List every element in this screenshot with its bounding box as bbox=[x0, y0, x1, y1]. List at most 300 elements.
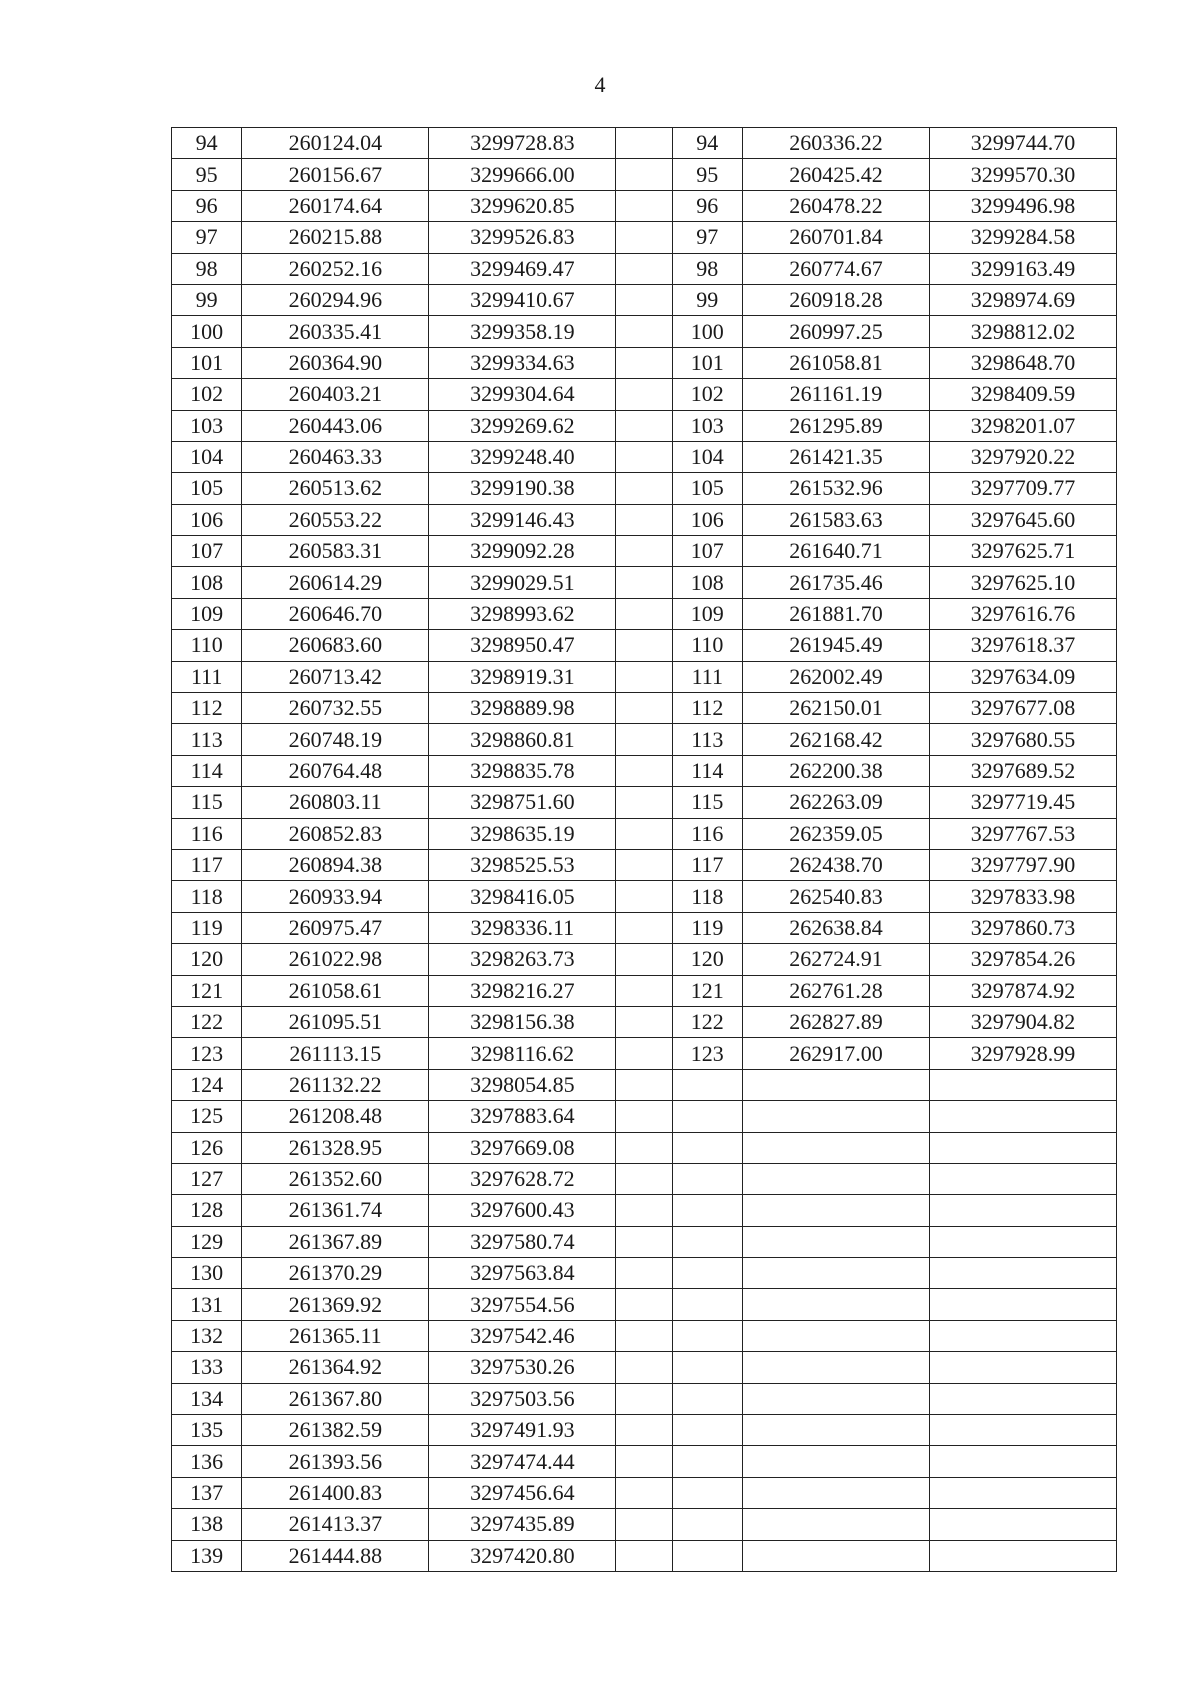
right-x-coordinate-cell: 262917.00 bbox=[742, 1038, 929, 1069]
left-x-coordinate-cell: 261444.88 bbox=[242, 1540, 429, 1571]
table-row bbox=[172, 1226, 1117, 1257]
left-x-coordinate-cell: 260156.67 bbox=[242, 159, 429, 190]
table-row bbox=[172, 1195, 1117, 1226]
right-point-number-cell: 115 bbox=[672, 787, 742, 818]
table-row bbox=[172, 1383, 1117, 1414]
left-x-coordinate-cell: 260513.62 bbox=[242, 473, 429, 504]
left-x-coordinate-cell: 261361.74 bbox=[242, 1195, 429, 1226]
left-y-coordinate-cell: 3299410.67 bbox=[429, 284, 616, 315]
left-point-number-cell: 116 bbox=[172, 818, 242, 849]
right-point-number-cell: 96 bbox=[672, 190, 742, 221]
left-point-number-cell: 121 bbox=[172, 975, 242, 1006]
right-x-coordinate-cell: 260425.42 bbox=[742, 159, 929, 190]
left-x-coordinate-cell: 261095.51 bbox=[242, 1006, 429, 1037]
right-y-coordinate-cell: 3299284.58 bbox=[929, 222, 1116, 253]
right-y-coordinate-cell: 3299496.98 bbox=[929, 190, 1116, 221]
right-x-coordinate-cell: 262359.05 bbox=[742, 818, 929, 849]
table-row bbox=[172, 1258, 1117, 1289]
left-y-coordinate-cell: 3297600.43 bbox=[429, 1195, 616, 1226]
right-y-coordinate-cell: 3297833.98 bbox=[929, 881, 1116, 912]
right-x-coordinate-cell bbox=[742, 1446, 929, 1477]
spacer-cell bbox=[616, 159, 672, 190]
table-row bbox=[172, 975, 1117, 1006]
right-point-number-cell: 103 bbox=[672, 410, 742, 441]
right-x-coordinate-cell: 261735.46 bbox=[742, 567, 929, 598]
right-y-coordinate-cell: 3297874.92 bbox=[929, 975, 1116, 1006]
left-y-coordinate-cell: 3299666.00 bbox=[429, 159, 616, 190]
left-point-number-cell: 110 bbox=[172, 630, 242, 661]
table-row bbox=[172, 441, 1117, 472]
table-row bbox=[172, 849, 1117, 880]
right-x-coordinate-cell: 261161.19 bbox=[742, 379, 929, 410]
right-y-coordinate-cell bbox=[929, 1477, 1116, 1508]
left-y-coordinate-cell: 3299092.28 bbox=[429, 536, 616, 567]
table-row bbox=[172, 1352, 1117, 1383]
left-point-number-cell: 136 bbox=[172, 1446, 242, 1477]
right-point-number-cell: 101 bbox=[672, 347, 742, 378]
table-row bbox=[172, 379, 1117, 410]
left-point-number-cell: 112 bbox=[172, 693, 242, 724]
spacer-cell bbox=[616, 1258, 672, 1289]
left-x-coordinate-cell: 261369.92 bbox=[242, 1289, 429, 1320]
right-point-number-cell: 119 bbox=[672, 912, 742, 943]
left-point-number-cell: 96 bbox=[172, 190, 242, 221]
right-x-coordinate-cell: 262724.91 bbox=[742, 944, 929, 975]
spacer-cell bbox=[616, 1226, 672, 1257]
spacer-cell bbox=[616, 128, 672, 159]
right-y-coordinate-cell: 3299744.70 bbox=[929, 128, 1116, 159]
right-point-number-cell bbox=[672, 1415, 742, 1446]
spacer-cell bbox=[616, 1540, 672, 1571]
spacer-cell bbox=[616, 190, 672, 221]
spacer-cell bbox=[616, 849, 672, 880]
right-point-number-cell bbox=[672, 1163, 742, 1194]
table-row bbox=[172, 347, 1117, 378]
table-row bbox=[172, 1132, 1117, 1163]
right-point-number-cell bbox=[672, 1289, 742, 1320]
spacer-cell bbox=[616, 1289, 672, 1320]
left-y-coordinate-cell: 3297503.56 bbox=[429, 1383, 616, 1414]
right-x-coordinate-cell: 261058.81 bbox=[742, 347, 929, 378]
left-point-number-cell: 115 bbox=[172, 787, 242, 818]
left-point-number-cell: 131 bbox=[172, 1289, 242, 1320]
spacer-cell bbox=[616, 1132, 672, 1163]
right-y-coordinate-cell bbox=[929, 1415, 1116, 1446]
table-row bbox=[172, 1289, 1117, 1320]
right-y-coordinate-cell: 3297616.76 bbox=[929, 598, 1116, 629]
right-y-coordinate-cell: 3299163.49 bbox=[929, 253, 1116, 284]
left-y-coordinate-cell: 3298860.81 bbox=[429, 724, 616, 755]
right-y-coordinate-cell: 3297689.52 bbox=[929, 755, 1116, 786]
right-x-coordinate-cell bbox=[742, 1383, 929, 1414]
right-x-coordinate-cell bbox=[742, 1226, 929, 1257]
right-point-number-cell: 100 bbox=[672, 316, 742, 347]
spacer-cell bbox=[616, 881, 672, 912]
left-x-coordinate-cell: 260335.41 bbox=[242, 316, 429, 347]
table-row bbox=[172, 1509, 1117, 1540]
right-y-coordinate-cell: 3297680.55 bbox=[929, 724, 1116, 755]
right-y-coordinate-cell: 3297904.82 bbox=[929, 1006, 1116, 1037]
left-point-number-cell: 101 bbox=[172, 347, 242, 378]
spacer-cell bbox=[616, 1446, 672, 1477]
right-x-coordinate-cell: 261640.71 bbox=[742, 536, 929, 567]
right-x-coordinate-cell bbox=[742, 1352, 929, 1383]
right-x-coordinate-cell bbox=[742, 1415, 929, 1446]
left-point-number-cell: 138 bbox=[172, 1509, 242, 1540]
left-x-coordinate-cell: 260933.94 bbox=[242, 881, 429, 912]
right-point-number-cell: 110 bbox=[672, 630, 742, 661]
right-x-coordinate-cell: 262638.84 bbox=[742, 912, 929, 943]
right-y-coordinate-cell bbox=[929, 1132, 1116, 1163]
right-y-coordinate-cell bbox=[929, 1101, 1116, 1132]
spacer-cell bbox=[616, 787, 672, 818]
right-point-number-cell: 121 bbox=[672, 975, 742, 1006]
right-x-coordinate-cell: 262263.09 bbox=[742, 787, 929, 818]
right-x-coordinate-cell: 260478.22 bbox=[742, 190, 929, 221]
right-x-coordinate-cell: 262438.70 bbox=[742, 849, 929, 880]
table-row bbox=[172, 755, 1117, 786]
left-x-coordinate-cell: 260463.33 bbox=[242, 441, 429, 472]
left-point-number-cell: 94 bbox=[172, 128, 242, 159]
left-point-number-cell: 139 bbox=[172, 1540, 242, 1571]
left-x-coordinate-cell: 260364.90 bbox=[242, 347, 429, 378]
left-y-coordinate-cell: 3299269.62 bbox=[429, 410, 616, 441]
coordinates-table-body bbox=[172, 128, 1117, 1572]
right-point-number-cell: 98 bbox=[672, 253, 742, 284]
right-y-coordinate-cell bbox=[929, 1163, 1116, 1194]
left-x-coordinate-cell: 261208.48 bbox=[242, 1101, 429, 1132]
right-y-coordinate-cell: 3297860.73 bbox=[929, 912, 1116, 943]
right-x-coordinate-cell: 261295.89 bbox=[742, 410, 929, 441]
right-x-coordinate-cell bbox=[742, 1195, 929, 1226]
left-point-number-cell: 109 bbox=[172, 598, 242, 629]
right-point-number-cell bbox=[672, 1383, 742, 1414]
left-y-coordinate-cell: 3297563.84 bbox=[429, 1258, 616, 1289]
spacer-cell bbox=[616, 316, 672, 347]
spacer-cell bbox=[616, 912, 672, 943]
right-y-coordinate-cell: 3298409.59 bbox=[929, 379, 1116, 410]
spacer-cell bbox=[616, 724, 672, 755]
left-point-number-cell: 99 bbox=[172, 284, 242, 315]
table-row bbox=[172, 1320, 1117, 1351]
right-y-coordinate-cell bbox=[929, 1226, 1116, 1257]
left-x-coordinate-cell: 260803.11 bbox=[242, 787, 429, 818]
right-point-number-cell: 112 bbox=[672, 693, 742, 724]
right-x-coordinate-cell bbox=[742, 1069, 929, 1100]
spacer-cell bbox=[616, 536, 672, 567]
table-row bbox=[172, 128, 1117, 159]
left-y-coordinate-cell: 3298635.19 bbox=[429, 818, 616, 849]
right-x-coordinate-cell: 262002.49 bbox=[742, 661, 929, 692]
left-point-number-cell: 107 bbox=[172, 536, 242, 567]
left-x-coordinate-cell: 261328.95 bbox=[242, 1132, 429, 1163]
right-x-coordinate-cell bbox=[742, 1258, 929, 1289]
right-x-coordinate-cell: 262827.89 bbox=[742, 1006, 929, 1037]
left-x-coordinate-cell: 261352.60 bbox=[242, 1163, 429, 1194]
left-y-coordinate-cell: 3299526.83 bbox=[429, 222, 616, 253]
table-row bbox=[172, 1038, 1117, 1069]
left-y-coordinate-cell: 3298993.62 bbox=[429, 598, 616, 629]
right-point-number-cell: 107 bbox=[672, 536, 742, 567]
spacer-cell bbox=[616, 661, 672, 692]
left-point-number-cell: 127 bbox=[172, 1163, 242, 1194]
right-y-coordinate-cell bbox=[929, 1195, 1116, 1226]
left-y-coordinate-cell: 3298751.60 bbox=[429, 787, 616, 818]
right-x-coordinate-cell: 261945.49 bbox=[742, 630, 929, 661]
left-y-coordinate-cell: 3297456.64 bbox=[429, 1477, 616, 1508]
right-point-number-cell: 123 bbox=[672, 1038, 742, 1069]
left-x-coordinate-cell: 260174.64 bbox=[242, 190, 429, 221]
left-point-number-cell: 129 bbox=[172, 1226, 242, 1257]
left-y-coordinate-cell: 3297883.64 bbox=[429, 1101, 616, 1132]
right-y-coordinate-cell: 3299570.30 bbox=[929, 159, 1116, 190]
right-y-coordinate-cell bbox=[929, 1383, 1116, 1414]
spacer-cell bbox=[616, 1069, 672, 1100]
left-y-coordinate-cell: 3299334.63 bbox=[429, 347, 616, 378]
spacer-cell bbox=[616, 253, 672, 284]
right-x-coordinate-cell: 260701.84 bbox=[742, 222, 929, 253]
right-x-coordinate-cell bbox=[742, 1132, 929, 1163]
left-y-coordinate-cell: 3298416.05 bbox=[429, 881, 616, 912]
right-y-coordinate-cell bbox=[929, 1352, 1116, 1383]
left-x-coordinate-cell: 260683.60 bbox=[242, 630, 429, 661]
right-x-coordinate-cell: 261421.35 bbox=[742, 441, 929, 472]
right-point-number-cell: 122 bbox=[672, 1006, 742, 1037]
right-x-coordinate-cell: 261881.70 bbox=[742, 598, 929, 629]
left-point-number-cell: 117 bbox=[172, 849, 242, 880]
left-point-number-cell: 95 bbox=[172, 159, 242, 190]
left-point-number-cell: 123 bbox=[172, 1038, 242, 1069]
left-point-number-cell: 126 bbox=[172, 1132, 242, 1163]
table-row bbox=[172, 473, 1117, 504]
left-point-number-cell: 135 bbox=[172, 1415, 242, 1446]
left-point-number-cell: 125 bbox=[172, 1101, 242, 1132]
left-x-coordinate-cell: 261367.80 bbox=[242, 1383, 429, 1414]
left-x-coordinate-cell: 260403.21 bbox=[242, 379, 429, 410]
left-point-number-cell: 133 bbox=[172, 1352, 242, 1383]
left-y-coordinate-cell: 3299248.40 bbox=[429, 441, 616, 472]
right-point-number-cell: 99 bbox=[672, 284, 742, 315]
left-y-coordinate-cell: 3298889.98 bbox=[429, 693, 616, 724]
right-point-number-cell bbox=[672, 1258, 742, 1289]
spacer-cell bbox=[616, 1477, 672, 1508]
right-point-number-cell: 116 bbox=[672, 818, 742, 849]
coordinates-table bbox=[171, 127, 1117, 1572]
table-row bbox=[172, 536, 1117, 567]
table-row bbox=[172, 598, 1117, 629]
left-y-coordinate-cell: 3297491.93 bbox=[429, 1415, 616, 1446]
left-x-coordinate-cell: 260294.96 bbox=[242, 284, 429, 315]
right-point-number-cell bbox=[672, 1320, 742, 1351]
right-x-coordinate-cell: 260336.22 bbox=[742, 128, 929, 159]
left-point-number-cell: 137 bbox=[172, 1477, 242, 1508]
left-x-coordinate-cell: 260852.83 bbox=[242, 818, 429, 849]
table-row bbox=[172, 1477, 1117, 1508]
right-y-coordinate-cell bbox=[929, 1069, 1116, 1100]
right-point-number-cell bbox=[672, 1101, 742, 1132]
right-y-coordinate-cell: 3297920.22 bbox=[929, 441, 1116, 472]
right-y-coordinate-cell: 3297709.77 bbox=[929, 473, 1116, 504]
table-row bbox=[172, 253, 1117, 284]
right-x-coordinate-cell: 262200.38 bbox=[742, 755, 929, 786]
right-point-number-cell bbox=[672, 1226, 742, 1257]
left-y-coordinate-cell: 3298919.31 bbox=[429, 661, 616, 692]
left-y-coordinate-cell: 3298054.85 bbox=[429, 1069, 616, 1100]
spacer-cell bbox=[616, 944, 672, 975]
spacer-cell bbox=[616, 567, 672, 598]
right-y-coordinate-cell: 3297634.09 bbox=[929, 661, 1116, 692]
spacer-cell bbox=[616, 693, 672, 724]
left-point-number-cell: 119 bbox=[172, 912, 242, 943]
right-point-number-cell bbox=[672, 1352, 742, 1383]
right-y-coordinate-cell: 3297854.26 bbox=[929, 944, 1116, 975]
right-y-coordinate-cell: 3297767.53 bbox=[929, 818, 1116, 849]
left-x-coordinate-cell: 261132.22 bbox=[242, 1069, 429, 1100]
right-y-coordinate-cell: 3297625.10 bbox=[929, 567, 1116, 598]
left-x-coordinate-cell: 261058.61 bbox=[242, 975, 429, 1006]
spacer-cell bbox=[616, 1038, 672, 1069]
table-row bbox=[172, 284, 1117, 315]
right-y-coordinate-cell bbox=[929, 1509, 1116, 1540]
spacer-cell bbox=[616, 630, 672, 661]
right-point-number-cell: 105 bbox=[672, 473, 742, 504]
right-y-coordinate-cell: 3297625.71 bbox=[929, 536, 1116, 567]
table-row bbox=[172, 410, 1117, 441]
left-x-coordinate-cell: 260748.19 bbox=[242, 724, 429, 755]
left-x-coordinate-cell: 261113.15 bbox=[242, 1038, 429, 1069]
left-point-number-cell: 134 bbox=[172, 1383, 242, 1414]
right-y-coordinate-cell: 3298974.69 bbox=[929, 284, 1116, 315]
right-x-coordinate-cell bbox=[742, 1509, 929, 1540]
right-y-coordinate-cell: 3297928.99 bbox=[929, 1038, 1116, 1069]
spacer-cell bbox=[616, 284, 672, 315]
left-point-number-cell: 130 bbox=[172, 1258, 242, 1289]
left-point-number-cell: 100 bbox=[172, 316, 242, 347]
left-y-coordinate-cell: 3299304.64 bbox=[429, 379, 616, 410]
right-x-coordinate-cell: 261583.63 bbox=[742, 504, 929, 535]
right-point-number-cell: 94 bbox=[672, 128, 742, 159]
right-x-coordinate-cell: 260918.28 bbox=[742, 284, 929, 315]
left-point-number-cell: 128 bbox=[172, 1195, 242, 1226]
table-row bbox=[172, 1446, 1117, 1477]
right-y-coordinate-cell: 3297797.90 bbox=[929, 849, 1116, 880]
right-y-coordinate-cell bbox=[929, 1289, 1116, 1320]
right-point-number-cell: 97 bbox=[672, 222, 742, 253]
spacer-cell bbox=[616, 1195, 672, 1226]
left-y-coordinate-cell: 3298263.73 bbox=[429, 944, 616, 975]
left-y-coordinate-cell: 3298156.38 bbox=[429, 1006, 616, 1037]
spacer-cell bbox=[616, 1352, 672, 1383]
left-x-coordinate-cell: 260252.16 bbox=[242, 253, 429, 284]
table-row bbox=[172, 222, 1117, 253]
spacer-cell bbox=[616, 222, 672, 253]
table-row bbox=[172, 567, 1117, 598]
spacer-cell bbox=[616, 1006, 672, 1037]
right-point-number-cell: 106 bbox=[672, 504, 742, 535]
left-x-coordinate-cell: 260646.70 bbox=[242, 598, 429, 629]
right-y-coordinate-cell: 3297719.45 bbox=[929, 787, 1116, 818]
left-y-coordinate-cell: 3299029.51 bbox=[429, 567, 616, 598]
table-row bbox=[172, 1069, 1117, 1100]
table-row bbox=[172, 818, 1117, 849]
right-point-number-cell bbox=[672, 1446, 742, 1477]
right-y-coordinate-cell bbox=[929, 1446, 1116, 1477]
spacer-cell bbox=[616, 755, 672, 786]
left-point-number-cell: 105 bbox=[172, 473, 242, 504]
table-row bbox=[172, 1540, 1117, 1571]
table-row bbox=[172, 1415, 1117, 1446]
right-point-number-cell bbox=[672, 1477, 742, 1508]
left-point-number-cell: 98 bbox=[172, 253, 242, 284]
table-row bbox=[172, 912, 1117, 943]
left-y-coordinate-cell: 3298116.62 bbox=[429, 1038, 616, 1069]
left-point-number-cell: 104 bbox=[172, 441, 242, 472]
left-y-coordinate-cell: 3299146.43 bbox=[429, 504, 616, 535]
left-y-coordinate-cell: 3297554.56 bbox=[429, 1289, 616, 1320]
spacer-cell bbox=[616, 379, 672, 410]
spacer-cell bbox=[616, 1320, 672, 1351]
left-y-coordinate-cell: 3298835.78 bbox=[429, 755, 616, 786]
table-row bbox=[172, 1101, 1117, 1132]
left-x-coordinate-cell: 261367.89 bbox=[242, 1226, 429, 1257]
right-point-number-cell: 117 bbox=[672, 849, 742, 880]
right-x-coordinate-cell: 262761.28 bbox=[742, 975, 929, 1006]
left-y-coordinate-cell: 3297628.72 bbox=[429, 1163, 616, 1194]
right-point-number-cell: 114 bbox=[672, 755, 742, 786]
left-x-coordinate-cell: 261393.56 bbox=[242, 1446, 429, 1477]
left-x-coordinate-cell: 261413.37 bbox=[242, 1509, 429, 1540]
table-row bbox=[172, 881, 1117, 912]
right-x-coordinate-cell: 260774.67 bbox=[742, 253, 929, 284]
left-point-number-cell: 122 bbox=[172, 1006, 242, 1037]
left-x-coordinate-cell: 261364.92 bbox=[242, 1352, 429, 1383]
right-point-number-cell bbox=[672, 1195, 742, 1226]
left-x-coordinate-cell: 260443.06 bbox=[242, 410, 429, 441]
right-y-coordinate-cell: 3298812.02 bbox=[929, 316, 1116, 347]
right-point-number-cell: 104 bbox=[672, 441, 742, 472]
left-y-coordinate-cell: 3298950.47 bbox=[429, 630, 616, 661]
spacer-cell bbox=[616, 1163, 672, 1194]
right-point-number-cell bbox=[672, 1132, 742, 1163]
left-y-coordinate-cell: 3299190.38 bbox=[429, 473, 616, 504]
right-y-coordinate-cell: 3297645.60 bbox=[929, 504, 1116, 535]
right-point-number-cell: 120 bbox=[672, 944, 742, 975]
left-y-coordinate-cell: 3297420.80 bbox=[429, 1540, 616, 1571]
right-x-coordinate-cell: 260997.25 bbox=[742, 316, 929, 347]
left-x-coordinate-cell: 260713.42 bbox=[242, 661, 429, 692]
left-x-coordinate-cell: 261382.59 bbox=[242, 1415, 429, 1446]
right-x-coordinate-cell bbox=[742, 1101, 929, 1132]
left-point-number-cell: 120 bbox=[172, 944, 242, 975]
left-x-coordinate-cell: 260764.48 bbox=[242, 755, 429, 786]
table-row bbox=[172, 504, 1117, 535]
spacer-cell bbox=[616, 504, 672, 535]
right-y-coordinate-cell bbox=[929, 1258, 1116, 1289]
left-point-number-cell: 124 bbox=[172, 1069, 242, 1100]
table-row bbox=[172, 190, 1117, 221]
spacer-cell bbox=[616, 1383, 672, 1414]
left-point-number-cell: 106 bbox=[172, 504, 242, 535]
table-row bbox=[172, 1163, 1117, 1194]
right-point-number-cell bbox=[672, 1069, 742, 1100]
left-y-coordinate-cell: 3299728.83 bbox=[429, 128, 616, 159]
spacer-cell bbox=[616, 473, 672, 504]
spacer-cell bbox=[616, 1101, 672, 1132]
left-x-coordinate-cell: 260583.31 bbox=[242, 536, 429, 567]
right-point-number-cell: 95 bbox=[672, 159, 742, 190]
left-x-coordinate-cell: 260215.88 bbox=[242, 222, 429, 253]
left-y-coordinate-cell: 3297542.46 bbox=[429, 1320, 616, 1351]
